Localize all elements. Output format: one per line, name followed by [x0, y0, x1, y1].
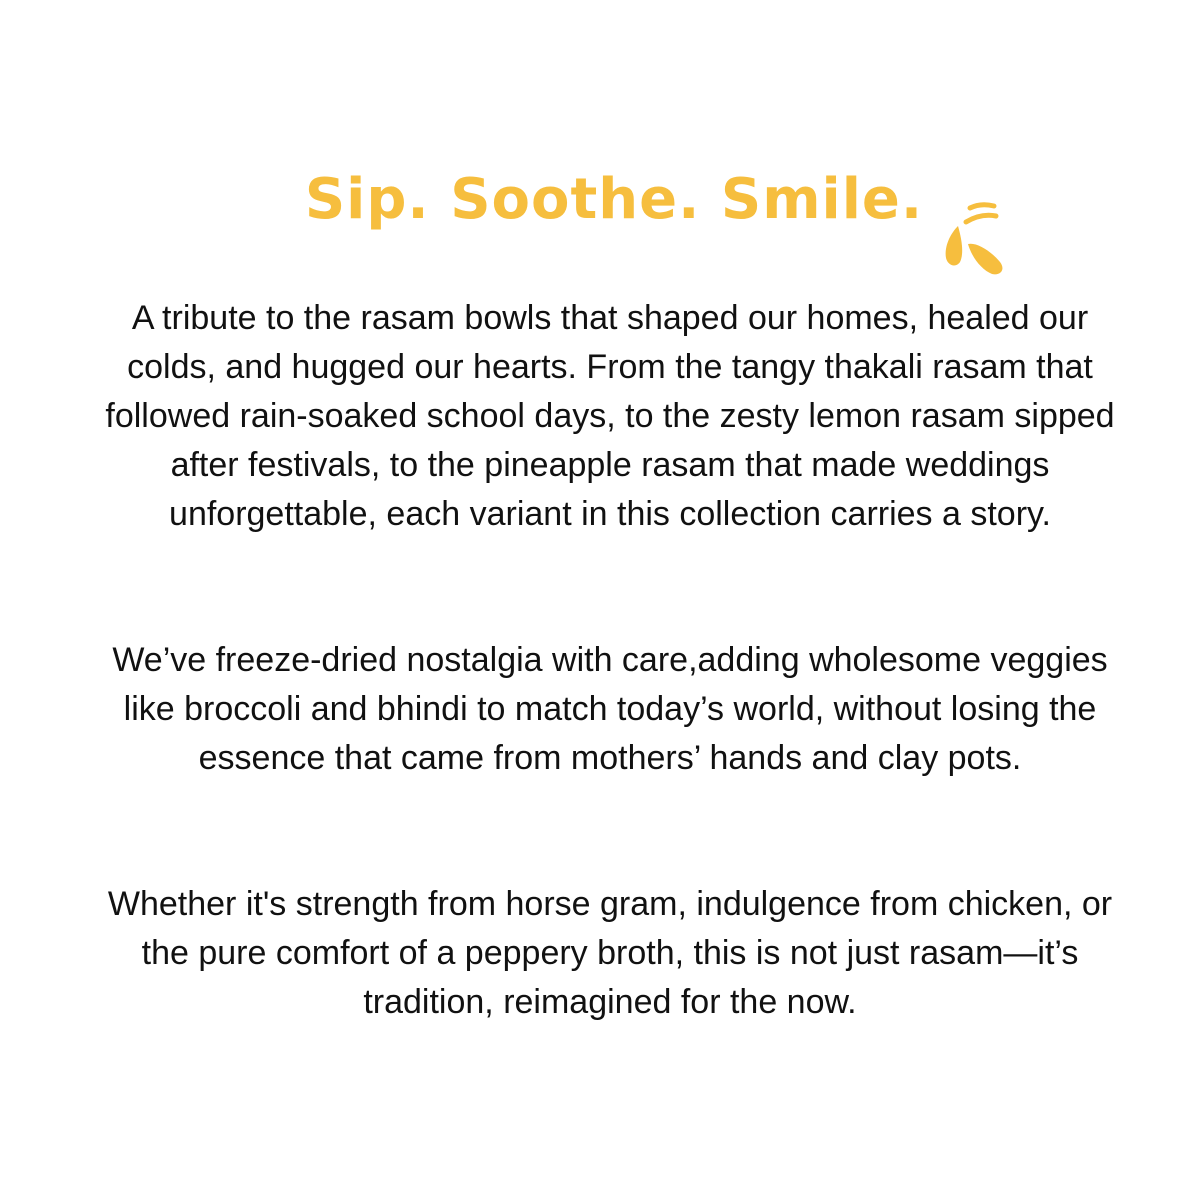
splash-stroke-upper: [970, 205, 994, 208]
splash-drop-left: [946, 226, 963, 265]
splash-stroke-top: [966, 215, 996, 222]
paragraph-tribute: A tribute to the rasam bowls that shaped our homes, healed our colds, and hugged our hearts. From the tangy thakali rasam that followed rain-soaked school days, to the zesty lemon rasam sipped after festivals, to the pineapple rasam that made weddings unforgettable, each variant in this collection carries a story.: [105, 299, 1115, 533]
headline-container: [0, 160, 1200, 240]
sparkle-splash-icon: [940, 192, 1010, 282]
headline: Sip. Soothe. Smile.: [304, 167, 924, 232]
paragraph-freeze-dried: We’ve freeze-dried nostalgia with care,adding wholesome veggies like broccoli and bhindi to match today’s world, without losing the essence that came from mothers’ hands and clay pots.: [112, 641, 1108, 777]
splash-drop-right: [968, 244, 1002, 275]
paragraph-tradition: Whether it's strength from horse gram, indulgence from chicken, or the pure comfort of a peppery broth, this is not just rasam—it’s tradition, reimagined for the now.: [107, 885, 1113, 1021]
